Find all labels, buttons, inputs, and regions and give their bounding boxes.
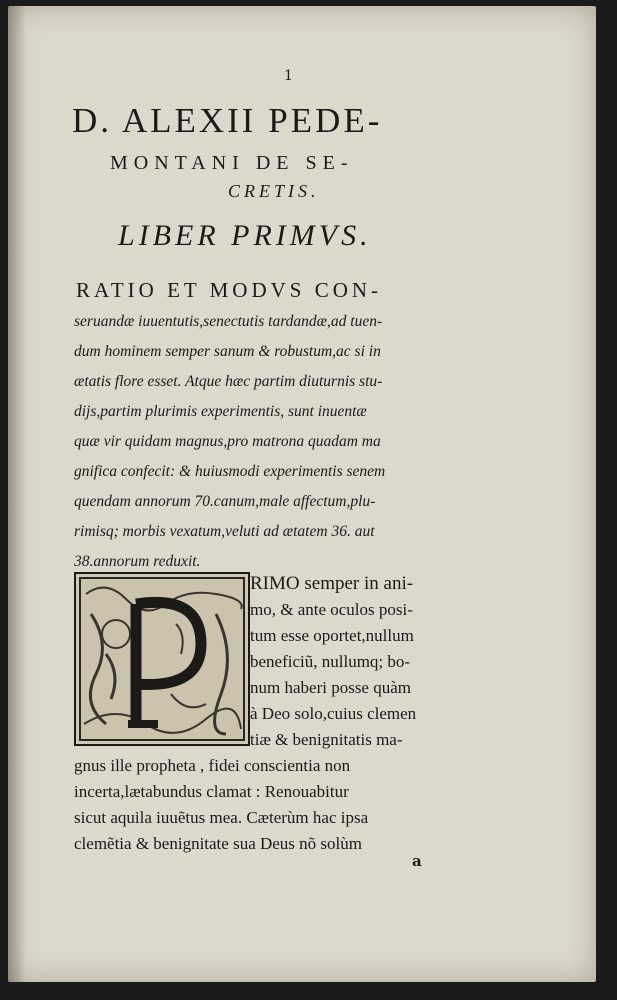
intro-line: rimisq; morbis vexatum,veluti ad ætatem 36. aut — [74, 523, 375, 540]
intro-line: gnifica confecit: & huiusmodi experimentis senem — [74, 463, 386, 480]
title-line-3: CRETIS. — [228, 181, 320, 201]
intro-line: seruandæ iuuentutis,senectutis tardandæ,ad tuen- — [74, 313, 383, 330]
title-line-2: MONTANI DE SE- — [110, 152, 354, 174]
body-line: beneficiũ, nullumq; bo- — [250, 652, 411, 671]
intro-line: quæ vir quidam magnus,pro matrona quadam ma — [74, 433, 381, 450]
initial-p-woodcut-icon — [76, 574, 248, 744]
decorated-initial-p — [74, 572, 250, 746]
body-line: à Deo solo,cuius clemen — [250, 704, 417, 723]
book-title: LIBER PRIMVS. — [118, 219, 372, 252]
title-line-1: D. ALEXII PEDE- — [72, 101, 383, 140]
body-line: mo, & ante oculos posi- — [250, 600, 413, 619]
intro-line: dijs,partim plurimis experimentis, sunt inuentæ — [74, 403, 367, 420]
body-line: RIMO semper in ani- — [250, 573, 414, 594]
signature-mark: a — [412, 852, 422, 870]
intro-line: dum hominem semper sanum & robustum,ac si in — [74, 343, 381, 360]
body-line: sicut aquila iuuẽtus mea. Cæterùm hac ipsa — [74, 808, 369, 827]
body-line: tiæ & benignitatis ma- — [250, 730, 403, 749]
page-gutter-shadow — [8, 6, 26, 982]
body-line: incerta,lætabundus clamat : Renouabitur — [74, 782, 349, 801]
book-page — [8, 6, 596, 982]
intro-line: ætatis flore esset. Atque hæc partim diuturnis stu- — [74, 373, 383, 390]
intro-line: quendam annorum 70.canum,male affectum,plu- — [74, 493, 376, 510]
body-line: gnus ille propheta , fidei conscientia non — [74, 756, 351, 775]
body-line: tum esse oportet,nullum — [250, 626, 414, 645]
section-heading: RATIO ET MODVS CON- — [76, 278, 383, 302]
body-line: num haberi posse quàm — [250, 678, 411, 697]
body-line: clemẽtia & benignitate sua Deus nõ solùm — [74, 834, 362, 853]
folio-number: 1 — [284, 68, 293, 84]
intro-line: 38.annorum reduxit. — [74, 553, 201, 570]
